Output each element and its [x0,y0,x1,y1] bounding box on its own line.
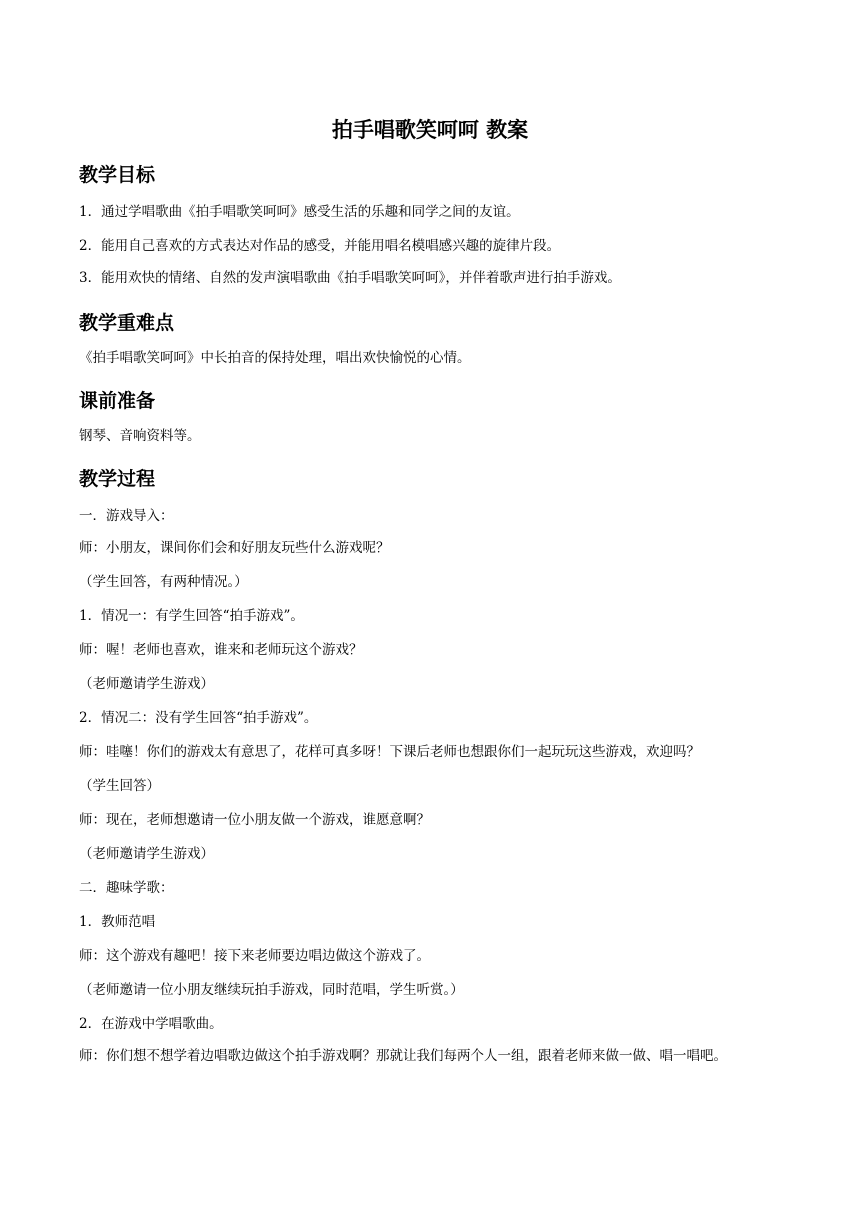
section-heading-process: 教学过程 [79,468,156,490]
process-line: 1．情况一：有学生回答“拍手游戏”。 [79,608,304,624]
section-heading-objectives: 教学目标 [79,164,156,186]
section-heading-preparation: 课前准备 [79,390,156,412]
process-line: （老师邀请一位小朋友继续玩拍手游戏，同时范唱，学生听赏。） [79,982,464,998]
process-line: （老师邀请学生游戏） [79,846,214,862]
process-line: 师：喔！老师也喜欢，谁来和老师玩这个游戏？ [79,642,363,658]
process-line: 一．游戏导入： [79,508,174,524]
objective-item: 1．通过学唱歌曲《拍手唱歌笑呵呵》感受生活的乐趣和同学之间的友谊。 [79,204,520,220]
process-line: 1．教师范唱 [79,914,156,930]
key-point-item: 《拍手唱歌笑呵呵》中长拍音的保持处理，唱出欢快愉悦的心情。 [79,350,471,366]
process-line: 师：你们想不想学着边唱歌边做这个拍手游戏啊？那就让我们每两个人一组，跟着老师来做一做、唱一唱吧。 [79,1048,727,1064]
process-line: 2．在游戏中学唱歌曲。 [79,1016,223,1032]
preparation-item: 钢琴、音响资料等。 [79,428,201,444]
process-line: （学生回答） [79,778,160,794]
process-line: 师：这个游戏有趣吧！接下来老师要边唱边做这个游戏了。 [79,948,430,964]
process-line: 师：小朋友，课间你们会和好朋友玩些什么游戏呢？ [79,540,390,556]
objective-item: 3．能用欢快的情绪、自然的发声演唱歌曲《拍手唱歌笑呵呵》，并伴着歌声进行拍手游戏。 [79,270,621,286]
document-title: 拍手唱歌笑呵呵 教案 [331,118,529,142]
process-line: 师：现在，老师想邀请一位小朋友做一个游戏，谁愿意啊？ [79,812,430,828]
process-line: （老师邀请学生游戏） [79,676,214,692]
process-line: 师：哇噻！你们的游戏太有意思了，花样可真多呀！下课后老师也想跟你们一起玩玩这些游戏，欢迎吗？ [79,744,700,760]
process-line: （学生回答，有两种情况。） [79,574,248,590]
process-line: 二．趣味学歌： [79,880,174,896]
process-line: 2．情况二：没有学生回答“拍手游戏”。 [79,710,318,726]
section-heading-key-points: 教学重难点 [79,312,175,334]
objective-item: 2．能用自己喜欢的方式表达对作品的感受，并能用唱名模唱感兴趣的旋律片段。 [79,238,561,254]
